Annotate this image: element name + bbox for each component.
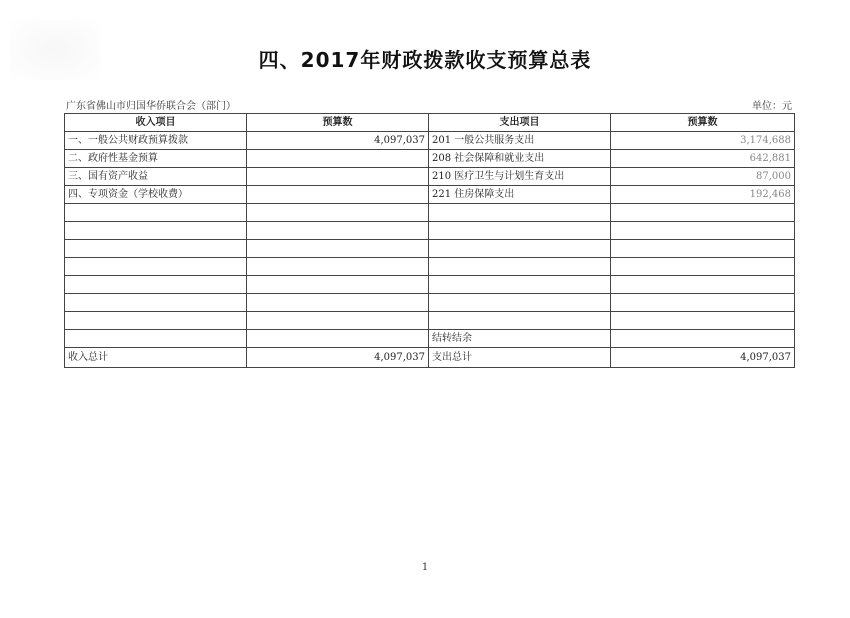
table-row	[65, 294, 795, 312]
totals-row	[65, 348, 795, 368]
expense-item-cell: 210 医疗卫生与计划生育支出	[429, 168, 611, 186]
expense-item-cell	[429, 294, 611, 312]
income-item-cell	[65, 294, 247, 312]
income-total-label: 收入总计	[65, 348, 247, 368]
table-row	[65, 150, 795, 168]
income-amount-cell	[247, 276, 429, 294]
header-expense-amount: 预算数	[611, 114, 795, 132]
table-row	[65, 204, 795, 222]
income-amount-cell	[247, 168, 429, 186]
expense-amount-cell: 3,174,688	[611, 132, 795, 150]
table-row	[65, 258, 795, 276]
expense-item-cell	[429, 204, 611, 222]
page-number: 1	[421, 562, 429, 573]
income-amount-cell: 4,097,037	[247, 132, 429, 150]
expense-item-cell	[429, 258, 611, 276]
expense-amount-cell	[611, 258, 795, 276]
expense-amount-cell	[611, 294, 795, 312]
expense-amount-cell: 642,881	[611, 150, 795, 168]
expense-item-cell: 208 社会保障和就业支出	[429, 150, 611, 168]
income-amount-cell	[247, 330, 429, 348]
income-item-cell	[65, 222, 247, 240]
income-item-cell	[65, 312, 247, 330]
income-item-cell	[65, 276, 247, 294]
header-expense-item: 支出项目	[429, 114, 611, 132]
expense-item-cell	[429, 312, 611, 330]
expense-amount-cell	[611, 312, 795, 330]
expense-amount-cell	[611, 330, 795, 348]
table-row	[65, 240, 795, 258]
income-amount-cell	[247, 186, 429, 204]
income-amount-cell	[247, 294, 429, 312]
expense-amount-cell	[611, 276, 795, 294]
unit-label: 单位：元	[752, 101, 792, 112]
budget-table	[64, 113, 795, 368]
expense-item-cell	[429, 240, 611, 258]
table-row	[65, 186, 795, 204]
table-row	[65, 276, 795, 294]
income-amount-cell	[247, 312, 429, 330]
table-row	[65, 222, 795, 240]
income-item-cell: 一、一般公共财政预算拨款	[65, 132, 247, 150]
income-item-cell: 三、国有资产收益	[65, 168, 247, 186]
expense-total-amount: 4,097,037	[611, 348, 795, 368]
income-item-cell	[65, 258, 247, 276]
expense-total-label: 支出总计	[429, 348, 611, 368]
income-item-cell	[65, 240, 247, 258]
table-row	[65, 132, 795, 150]
expense-item-cell	[429, 276, 611, 294]
expense-amount-cell	[611, 240, 795, 258]
income-amount-cell	[247, 150, 429, 168]
income-item-cell	[65, 204, 247, 222]
expense-item-cell: 201 一般公共服务支出	[429, 132, 611, 150]
expense-item-cell: 221 住房保障支出	[429, 186, 611, 204]
expense-amount-cell: 87,000	[611, 168, 795, 186]
income-item-cell: 四、专项资金（学校收费）	[65, 186, 247, 204]
header-income-item: 收入项目	[65, 114, 247, 132]
income-amount-cell	[247, 240, 429, 258]
header-income-amount: 预算数	[247, 114, 429, 132]
table-row	[65, 312, 795, 330]
organization-label: 广东省佛山市归国华侨联合会（部门）	[66, 101, 236, 112]
income-amount-cell	[247, 222, 429, 240]
income-amount-cell	[247, 258, 429, 276]
income-item-cell: 二、政府性基金预算	[65, 150, 247, 168]
expense-amount-cell	[611, 204, 795, 222]
income-amount-cell	[247, 204, 429, 222]
table-row	[65, 168, 795, 186]
income-total-amount: 4,097,037	[247, 348, 429, 368]
expense-amount-cell: 192,468	[611, 186, 795, 204]
expense-item-cell: 结转结余	[429, 330, 611, 348]
expense-item-cell	[429, 222, 611, 240]
expense-amount-cell	[611, 222, 795, 240]
income-item-cell	[65, 330, 247, 348]
header-row	[65, 114, 795, 132]
page-title: 四、2017年财政拨款收支预算总表	[258, 48, 592, 72]
table-row	[65, 330, 795, 348]
